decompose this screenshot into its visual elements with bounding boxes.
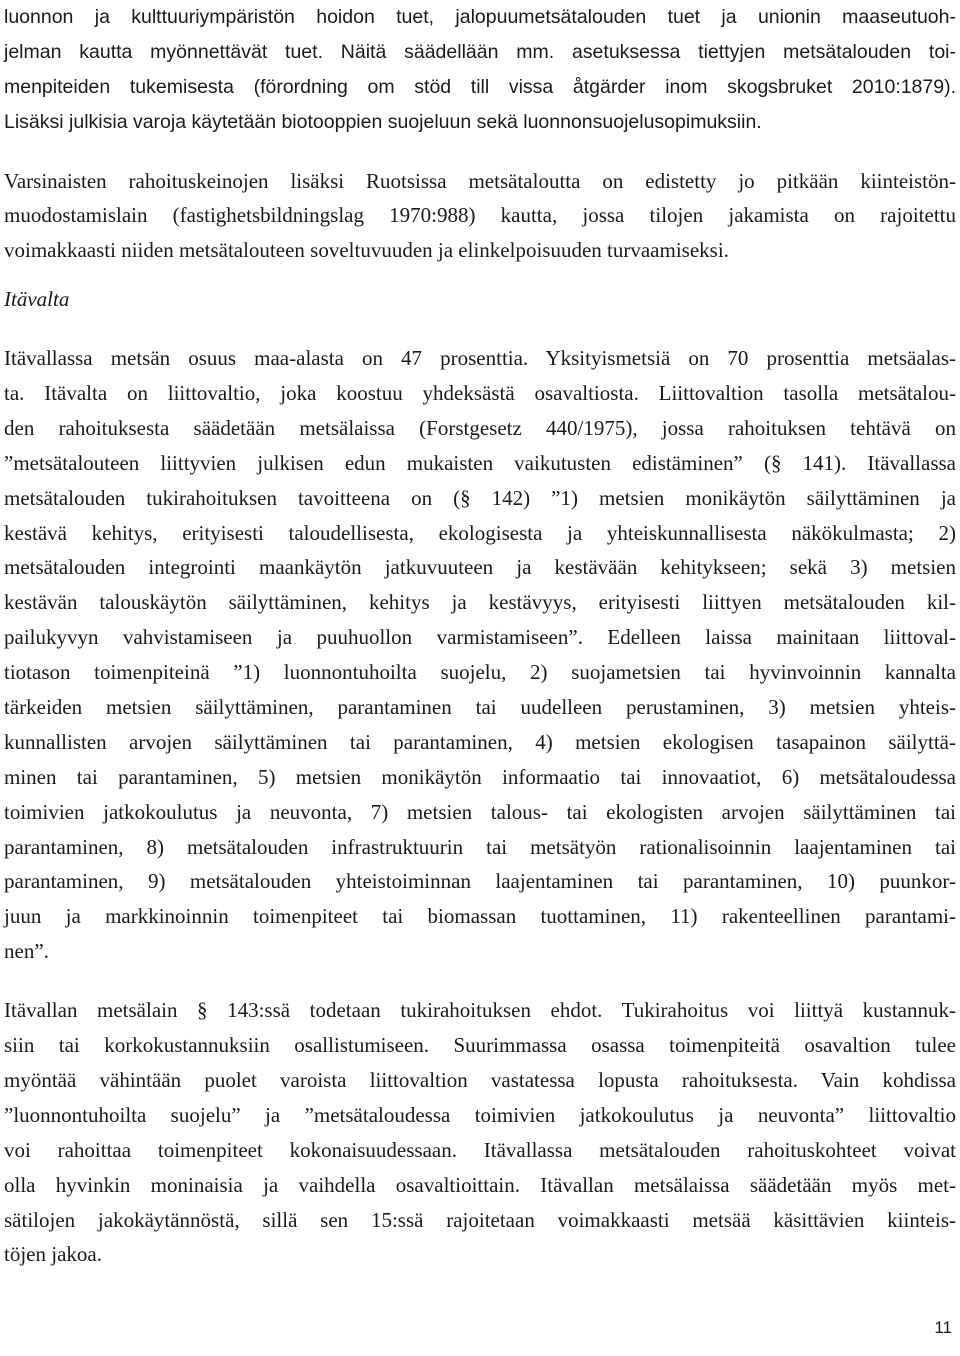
text-line: Varsinaisten rahoituskeinojen lisäksi Ruotsissa metsätaloutta on edistetty jo pitkään kiinteistön-	[4, 168, 956, 193]
paragraph-sweden-support	[4, 0, 956, 140]
text-line: juun ja markkinoinnin toimenpiteet tai biomassan tuottaminen, 11) rakenteellinen parantami-	[4, 904, 956, 929]
text-line: Itävallan metsälain § 143:ssä todetaan tukirahoituksen ehdot. Tukirahoitus voi liittyä kustannuk-	[4, 998, 956, 1023]
document-page	[4, 0, 956, 1272]
text-line: voimakkaasti niiden metsätalouteen soveltuvuuden ja elinkelpoisuuden turvaamiseksi.	[4, 238, 729, 263]
text-line: toimivien jatkokoulutus ja neuvonta, 7) metsien talous- tai ekologisten arvojen säilyttäminen tai	[4, 799, 956, 824]
paragraph-sweden-land-division	[4, 164, 956, 269]
text-line: sätilojen jakokäytännöstä, sillä sen 15:ssä rajoitetaan voimakkaasti metsää käsittävien kiinteis-	[4, 1207, 956, 1232]
paragraph-austria-forest-law	[4, 341, 956, 969]
text-line: ”luonnontuhoilta suojelu” ja ”metsätaloudessa toimivien jatkokoulutus ja neuvonta” liittovaltio	[4, 1102, 956, 1127]
text-line: ta. Itävalta on liittovaltio, joka koostuu yhdeksästä osavaltiosta. Liittovaltion tasolla metsätalou-	[4, 381, 956, 406]
text-line: menpiteiden tukemisesta (förordning om stöd till vissa åtgärder inom skogsbruket 2010:1879).	[4, 75, 956, 98]
text-line: ”metsätalouteen liittyvien julkisen edun mukaisten vaikutusten edistäminen” (§ 141). Itävallassa	[4, 450, 956, 475]
text-line: siin tai korkokustannuksiin osallistumiseen. Suurimmassa osassa toimenpiteitä osavaltion tulee	[4, 1033, 956, 1058]
text-line: Itävallassa metsän osuus maa-alasta on 47 prosenttia. Yksityismetsiä on 70 prosenttia metsäalas-	[4, 346, 956, 371]
paragraph-austria-subsidy-conditions	[4, 993, 956, 1272]
text-line: parantaminen, 8) metsätalouden infrastruktuurin tai metsätyön rationalisoinnin laajentaminen tai	[4, 834, 956, 859]
text-line: muodostamislain (fastighetsbildningslag 1970:988) kautta, jossa tilojen jakamista on rajoitettu	[4, 203, 956, 228]
text-line: luonnon ja kulttuuriympäristön hoidon tuet, jalopuumetsätalouden tuet ja unionin maaseutuoh-	[4, 6, 956, 28]
text-line: kestävä kehitys, erityisesti taloudellisesta, ekologisesta ja yhteiskunnallisesta näkökulmasta; 2)	[4, 520, 956, 545]
text-line: nen”.	[4, 939, 49, 964]
paragraph-gap	[4, 969, 956, 993]
text-line: tiotason toimenpiteinä ”1) luonnontuhoilta suojelu, 2) suojametsien tai hyvinvoinnin kannalta	[4, 660, 956, 685]
section-heading-austria: Itävalta	[4, 287, 70, 312]
text-line: tärkeiden metsien säilyttäminen, parantaminen tai uudelleen perustaminen, 3) metsien yhteis-	[4, 695, 956, 720]
text-line: voi rahoittaa toimenpiteet kokonaisuudessaan. Itävallassa metsätalouden rahoituskohteet voivat	[4, 1137, 956, 1162]
page-number: 11	[934, 1318, 952, 1337]
text-line: metsätalouden tukirahoituksen tavoitteena on (§ 142) ”1) metsien monikäytön säilyttäminen ja	[4, 485, 956, 510]
text-line: olla hyvinkin moninaisia ja vaihdella osavaltioittain. Itävallan metsälaissa säädetään myös met-	[4, 1172, 956, 1197]
text-line: metsätalouden integrointi maankäytön jatkuvuuteen ja kestävään kehitykseen; sekä 3) metsien	[4, 555, 956, 580]
text-line: kestävän talouskäytön säilyttäminen, kehitys ja kestävyys, erityisesti liittyen metsätalouden kil-	[4, 590, 956, 615]
text-line: kunnallisten arvojen säilyttäminen tai parantaminen, 4) metsien ekologisen tasapainon säilyttä-	[4, 729, 956, 754]
text-line: töjen jakoa.	[4, 1242, 102, 1267]
text-line: Lisäksi julkisia varoja käytetään biotooppien suojeluun sekä luonnonsuojelusopimuksiin.	[4, 110, 762, 133]
paragraph-gap	[4, 268, 956, 282]
text-line: minen tai parantaminen, 5) metsien monikäytön informaatio tai innovaatiot, 6) metsätaloudessa	[4, 764, 956, 789]
text-line: pailukyvyn vahvistamiseen ja puuhuollon varmistamiseen”. Edelleen laissa mainitaan liittoval-	[4, 625, 956, 650]
paragraph-gap	[4, 140, 956, 164]
text-line: myöntää vähintään puolet varoista liittovaltion vastatessa lopusta rahoituksesta. Vain kohdissa	[4, 1067, 956, 1092]
text-line: parantaminen, 9) metsätalouden yhteistoiminnan laajentaminen tai parantaminen, 10) puunkor-	[4, 869, 956, 894]
paragraph-gap	[4, 317, 956, 341]
text-line: den rahoituksesta säädetään metsälaissa (Forstgesetz 440/1975), jossa rahoituksen tehtävä on	[4, 415, 956, 440]
text-line: jelman kautta myönnettävät tuet. Näitä säädellään mm. asetuksessa tiettyjen metsätalouden toi-	[4, 40, 956, 63]
